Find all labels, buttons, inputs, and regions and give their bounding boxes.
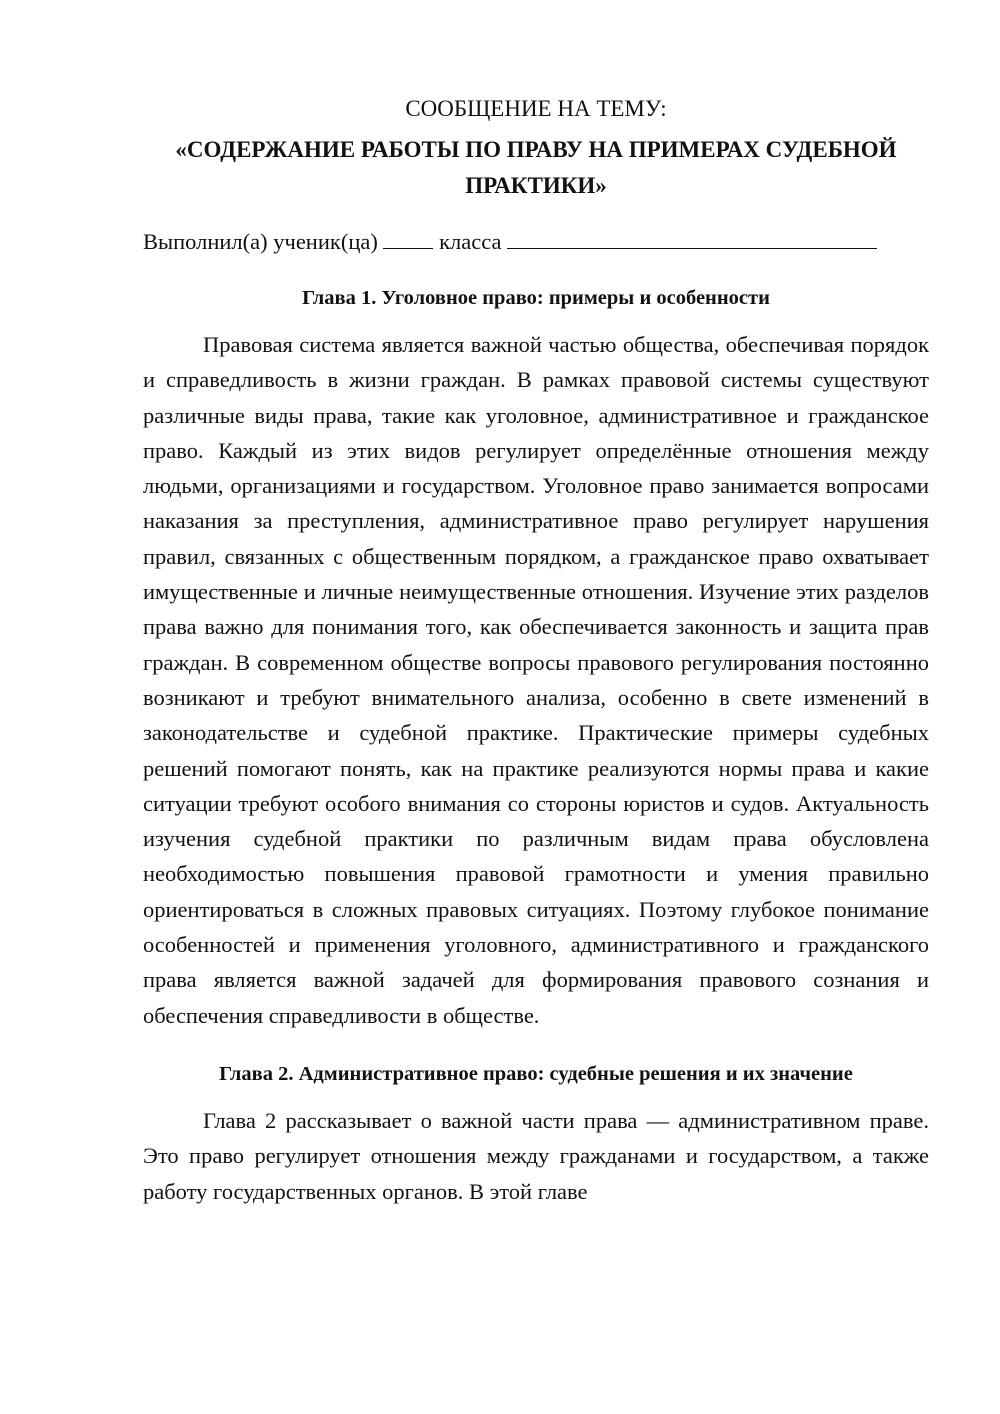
document-subtitle: «СОДЕРЖАНИЕ РАБОТЫ ПО ПРАВУ НА ПРИМЕРАХ СУДЕБНОЙ ПРАКТИКИ» [175, 137, 897, 198]
class-label: класса [439, 229, 502, 254]
author-label: Выполнил(а) ученик(ца) [143, 229, 378, 254]
chapter-2-paragraph: Глава 2 рассказывает о важной части права — административном праве. Это право регулирует отношения между гражданами и государством, а также работу государственных органов. В этой главе [143, 1107, 929, 1204]
author-line [143, 226, 929, 257]
document-page [143, 92, 929, 1209]
chapter-1-heading: Глава 1. Уголовное право: примеры и особенности [302, 287, 770, 309]
student-name-blank [507, 226, 877, 249]
document-title: СООБЩЕНИЕ НА ТЕМУ: [405, 96, 667, 121]
class-number-blank [383, 226, 433, 249]
chapter-1-paragraph: Правовая система является важной частью общества, обеспечивая порядок и справедливость в жизни граждан. В рамках правовой системы существуют различные виды права, такие как уголовное, административное и гражданское право. Каждый из этих видов регулирует определённые отношения между людьми, организациями и государством. Уголовное право занимается вопросами наказания за преступления, административное право регулирует нарушения правил, связанных с общественным порядком, а гражданское право охватывает имущественные и личные неимущественные отношения. Изучение этих разделов права важно для понимания того, как обеспечивается законность и защита прав граждан. В современном обществе вопросы правового регулирования постоянно возникают и требуют внимательного анализа, особенно в свете изменений в законодательстве и судебной практике. Практические примеры судебных решений помогают понять, как на практике реализуются нормы права и какие ситуации требуют особого внимания со стороны юристов и судов. Актуальность изучения судебной практики по различным видам права обусловлена необходимостью повышения правовой грамотности и умения правильно ориентироваться в сложных правовых ситуациях. Поэтому глубокое понимание особенностей и применения уголовного, административного и гражданского права является важной задачей для формирования правового сознания и обеспечения справедливости в обществе. [143, 332, 929, 1028]
chapter-2-heading: Глава 2. Административное право: судебные решения и их значение [219, 1062, 853, 1085]
